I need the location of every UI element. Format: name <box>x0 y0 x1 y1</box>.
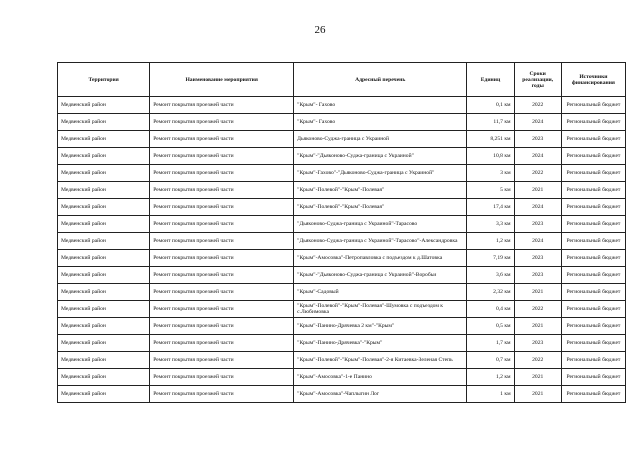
cell-source: Региональный бюджет <box>561 148 625 165</box>
table-body <box>58 97 626 403</box>
table-row <box>58 216 626 233</box>
cell-event: Ремонт покрытия проезжей части <box>150 216 294 233</box>
table-row <box>58 284 626 301</box>
cell-event: Ремонт покрытия проезжей части <box>150 386 294 403</box>
cell-address: "Дьяконово-Суджа-граница с Украиной"-Тарасово"-Александровка <box>294 233 467 250</box>
cell-unit: 0,7 км <box>467 352 514 369</box>
cell-territory: Медвенский район <box>58 233 150 250</box>
header-source: Источники финансирования <box>561 63 625 97</box>
cell-unit: 0,4 км <box>467 301 514 318</box>
cell-source: Региональный бюджет <box>561 199 625 216</box>
cell-year: 2023 <box>514 335 561 352</box>
cell-year: 2022 <box>514 352 561 369</box>
cell-event: Ремонт покрытия проезжей части <box>150 250 294 267</box>
header-territory: Территория <box>58 63 150 97</box>
cell-event: Ремонт покрытия проезжей части <box>150 335 294 352</box>
cell-unit: 3,3 км <box>467 216 514 233</box>
cell-address: "Крым"-Садовый <box>294 284 467 301</box>
cell-address: "Крым"-Гахово"-"Дьяконово-Суджа-граница с Украиной" <box>294 165 467 182</box>
cell-event: Ремонт покрытия проезжей части <box>150 352 294 369</box>
cell-source: Региональный бюджет <box>561 369 625 386</box>
cell-year: 2023 <box>514 216 561 233</box>
table-row <box>58 352 626 369</box>
cell-address: "Крым"- Гахово <box>294 97 467 114</box>
cell-unit: 1,2 км <box>467 369 514 386</box>
cell-event: Ремонт покрытия проезжей части <box>150 233 294 250</box>
cell-year: 2022 <box>514 165 561 182</box>
cell-territory: Медвенский район <box>58 216 150 233</box>
table-row <box>58 386 626 403</box>
table-row <box>58 199 626 216</box>
cell-source: Региональный бюджет <box>561 301 625 318</box>
cell-event: Ремонт покрытия проезжей части <box>150 301 294 318</box>
cell-year: 2023 <box>514 131 561 148</box>
cell-source: Региональный бюджет <box>561 335 625 352</box>
cell-territory: Медвенский район <box>58 267 150 284</box>
table-row <box>58 131 626 148</box>
cell-year: 2023 <box>514 250 561 267</box>
cell-source: Региональный бюджет <box>561 284 625 301</box>
cell-address: "Крым"-Полевой"-"Крым"-Полевая"-2-я Китаевка-Зеленая Степь <box>294 352 467 369</box>
header-event: Наименование мероприятия <box>150 63 294 97</box>
cell-source: Региональный бюджет <box>561 182 625 199</box>
cell-territory: Медвенский район <box>58 250 150 267</box>
cell-event: Ремонт покрытия проезжей части <box>150 318 294 335</box>
header-years: Сроки реализации, годы <box>514 63 561 97</box>
cell-source: Региональный бюджет <box>561 386 625 403</box>
cell-address: "Крым"-Амосовка"-Петропавловка с подъездом к д.Шатовка <box>294 250 467 267</box>
cell-territory: Медвенский район <box>58 114 150 131</box>
cell-event: Ремонт покрытия проезжей части <box>150 114 294 131</box>
cell-territory: Медвенский район <box>58 352 150 369</box>
cell-unit: 0,1 км <box>467 97 514 114</box>
cell-year: 2021 <box>514 386 561 403</box>
cell-territory: Медвенский район <box>58 284 150 301</box>
cell-source: Региональный бюджет <box>561 114 625 131</box>
cell-territory: Медвенский район <box>58 199 150 216</box>
cell-source: Региональный бюджет <box>561 216 625 233</box>
table-row <box>58 301 626 318</box>
cell-source: Региональный бюджет <box>561 250 625 267</box>
cell-source: Региональный бюджет <box>561 165 625 182</box>
cell-territory: Медвенский район <box>58 301 150 318</box>
header-unit: Единиц <box>467 63 514 97</box>
cell-event: Ремонт покрытия проезжей части <box>150 97 294 114</box>
page-number: 26 <box>314 24 326 36</box>
header-address: Адресный перечень <box>294 63 467 97</box>
cell-year: 2022 <box>514 301 561 318</box>
cell-address: "Крым"-Полевой"-"Крым"-Полевая" <box>294 199 467 216</box>
cell-source: Региональный бюджет <box>561 318 625 335</box>
table-header <box>58 63 626 97</box>
table-row <box>58 267 626 284</box>
cell-address: "Крым"- Гахово <box>294 114 467 131</box>
cell-unit: 11,7 км <box>467 114 514 131</box>
table-row <box>58 182 626 199</box>
table-row <box>58 250 626 267</box>
cell-address: "Дьяконово-Суджа-граница с Украиной"-Тарасово <box>294 216 467 233</box>
cell-unit: 1,2 км <box>467 233 514 250</box>
cell-source: Региональный бюджет <box>561 352 625 369</box>
cell-year: 2024 <box>514 114 561 131</box>
cell-source: Региональный бюджет <box>561 131 625 148</box>
cell-address: "Крым"-"Дьяконово-Суджа-граница с Украиной" <box>294 148 467 165</box>
cell-unit: 1,7 км <box>467 335 514 352</box>
cell-unit: 5 км <box>467 182 514 199</box>
table-row <box>58 114 626 131</box>
cell-unit: 8,251 км <box>467 131 514 148</box>
cell-year: 2021 <box>514 318 561 335</box>
cell-territory: Медвенский район <box>58 386 150 403</box>
cell-unit: 3,6 км <box>467 267 514 284</box>
cell-year: 2024 <box>514 199 561 216</box>
table-row <box>58 97 626 114</box>
cell-event: Ремонт покрытия проезжей части <box>150 165 294 182</box>
cell-territory: Медвенский район <box>58 97 150 114</box>
cell-year: 2021 <box>514 369 561 386</box>
cell-source: Региональный бюджет <box>561 97 625 114</box>
cell-address: "Крым"-Амосовка"-1-е Панино <box>294 369 467 386</box>
cell-address: "Крым"-Полевой"-"Крым"-Полевая" <box>294 182 467 199</box>
cell-event: Ремонт покрытия проезжей части <box>150 182 294 199</box>
cell-address: "Крым"-Амосовка"-Чаплыгин Лог <box>294 386 467 403</box>
cell-unit: 3 км <box>467 165 514 182</box>
cell-unit: 0,5 км <box>467 318 514 335</box>
cell-address: "Крым"-Полевой"-"Крым"-Полевая"-Шумовка с подъездом к с.Любимовка <box>294 301 467 318</box>
cell-year: 2024 <box>514 148 561 165</box>
cell-territory: Медвенский район <box>58 165 150 182</box>
cell-source: Региональный бюджет <box>561 233 625 250</box>
cell-event: Ремонт покрытия проезжей части <box>150 284 294 301</box>
cell-event: Ремонт покрытия проезжей части <box>150 131 294 148</box>
table-row <box>58 165 626 182</box>
cell-year: 2023 <box>514 267 561 284</box>
cell-territory: Медвенский район <box>58 369 150 386</box>
cell-year: 2021 <box>514 284 561 301</box>
cell-territory: Медвенский район <box>58 318 150 335</box>
cell-unit: 7,19 км <box>467 250 514 267</box>
cell-address: "Крым"-"Дьяконово-Суджа-граница с Украиной"-Воробьи <box>294 267 467 284</box>
cell-unit: 10,8 км <box>467 148 514 165</box>
cell-territory: Медвенский район <box>58 148 150 165</box>
table-row <box>58 335 626 352</box>
cell-unit: 1 км <box>467 386 514 403</box>
cell-source: Региональный бюджет <box>561 267 625 284</box>
cell-territory: Медвенский район <box>58 335 150 352</box>
cell-territory: Медвенский район <box>58 131 150 148</box>
cell-year: 2024 <box>514 233 561 250</box>
cell-address: "Крым"-Панино-Дрячевка"-"Крым" <box>294 335 467 352</box>
cell-address: "Крым"-Панино-Дрячевка 2 км"-"Крым" <box>294 318 467 335</box>
cell-address: Дьяконово-Суджа-граница с Украиной <box>294 131 467 148</box>
table-row <box>58 233 626 250</box>
cell-territory: Медвенский район <box>58 182 150 199</box>
cell-event: Ремонт покрытия проезжей части <box>150 267 294 284</box>
table-row <box>58 148 626 165</box>
cell-year: 2021 <box>514 182 561 199</box>
cell-event: Ремонт покрытия проезжей части <box>150 199 294 216</box>
cell-event: Ремонт покрытия проезжей части <box>150 369 294 386</box>
cell-event: Ремонт покрытия проезжей части <box>150 148 294 165</box>
cell-year: 2022 <box>514 97 561 114</box>
road-repair-table <box>57 62 626 403</box>
table-row <box>58 318 626 335</box>
cell-unit: 17,4 км <box>467 199 514 216</box>
cell-unit: 2,32 км <box>467 284 514 301</box>
table-row <box>58 369 626 386</box>
